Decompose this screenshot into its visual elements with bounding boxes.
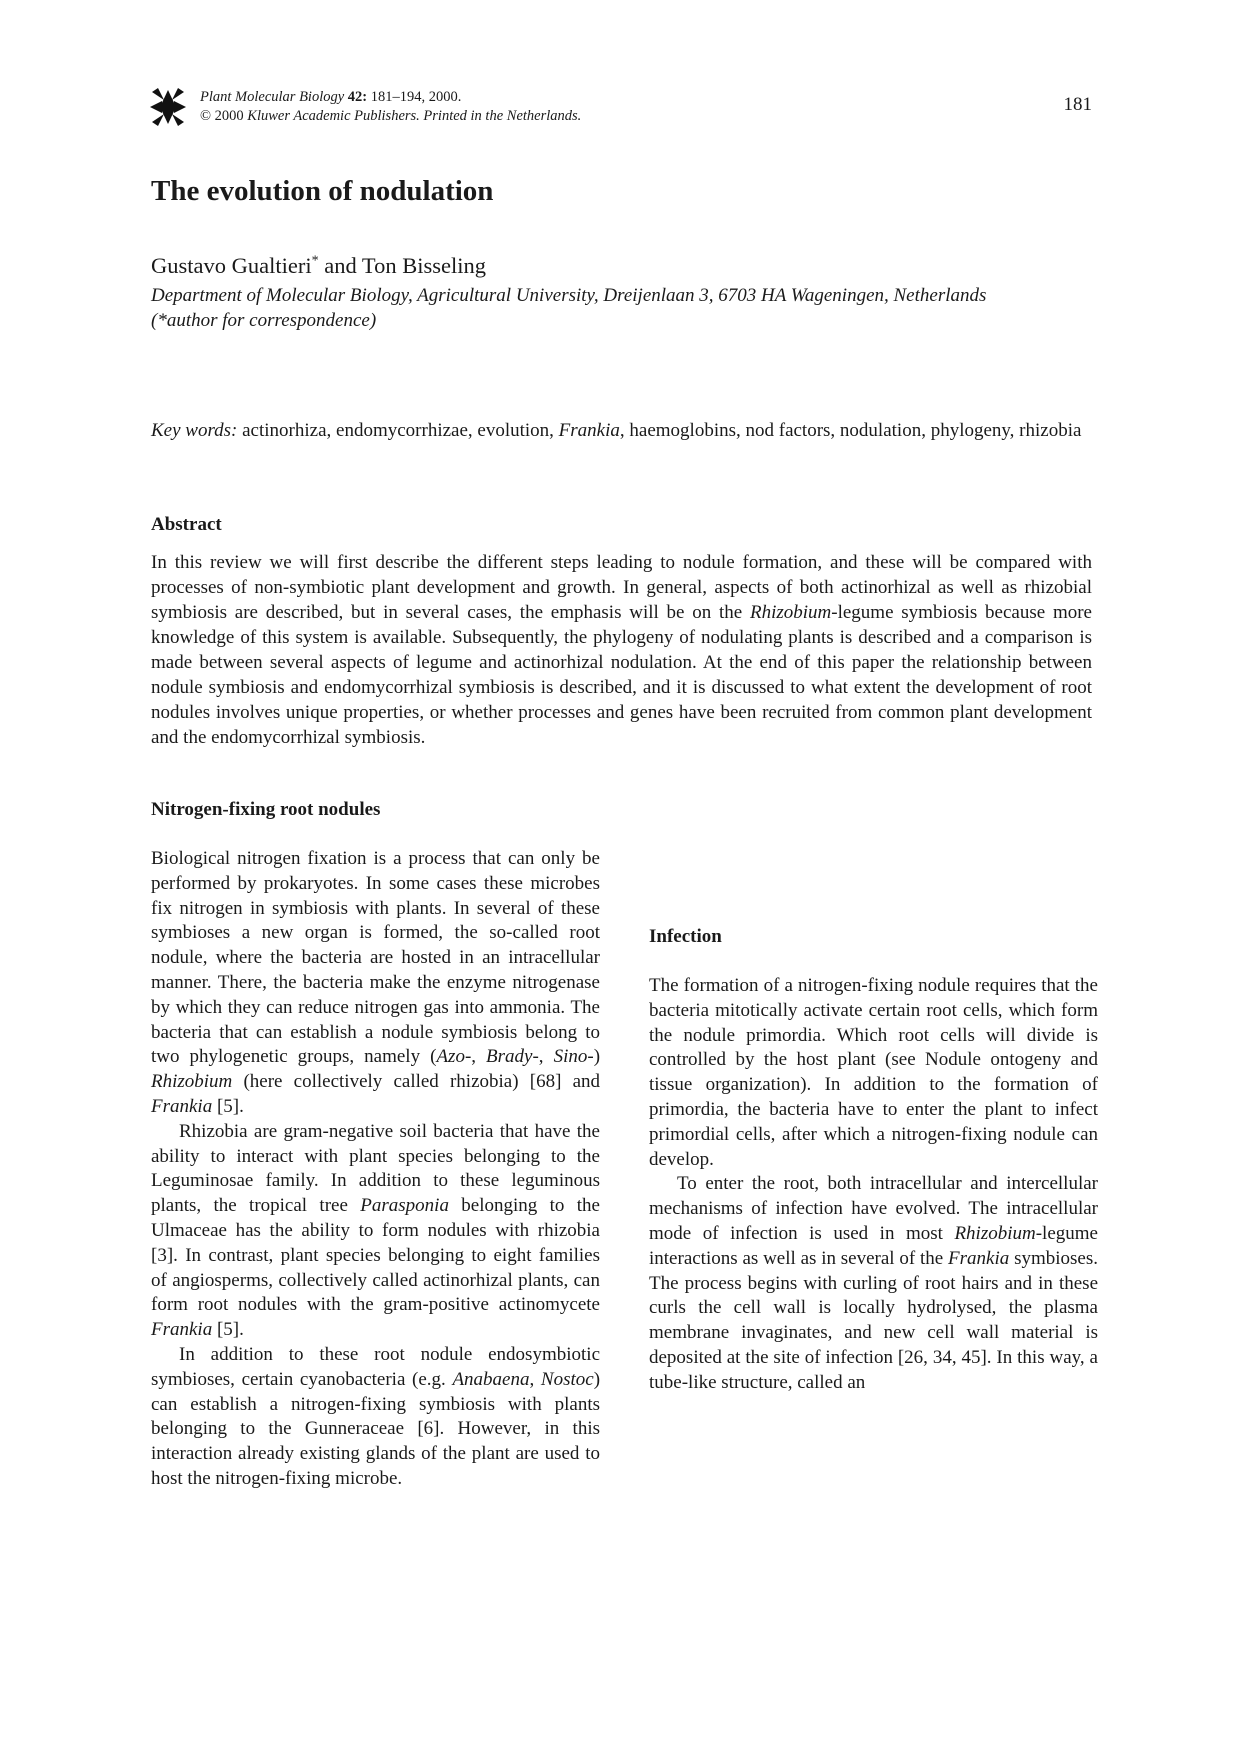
affiliation-block <box>151 283 1092 333</box>
genus: Brady <box>486 1046 533 1068</box>
text-segment: (here collectively called rhizobia) [68] and <box>232 1071 600 1093</box>
paragraph <box>649 1172 1098 1395</box>
text-segment: -, <box>464 1046 487 1068</box>
text-segment: symbioses. The process begins with curling of root hairs and in these curls the cell wall is locally hydrolysed, the plasma membrane invaginates, and new cell wall material is deposited at the site of infection [26, 34, 45]. In this way, a tube-like structure, called an <box>649 1247 1098 1393</box>
correspondence-note: (*author for correspondence) <box>151 310 377 331</box>
text-segment: -legume interactions as well as in several of the <box>649 1222 1098 1269</box>
left-column <box>151 797 600 1492</box>
publisher-logo-icon <box>150 86 186 128</box>
genus: Azo <box>436 1046 465 1068</box>
author-list <box>151 253 486 279</box>
keywords-text: actinorhiza, endomycorrhizae, evolution, <box>237 420 559 441</box>
right-column <box>649 797 1098 1396</box>
text-segment: ) can establish a nitrogen-fixing symbiosis with plants belonging to the Gunneraceae [6]. However, in this interaction already existing glands of the plant are used to host the nitrogen-fixing microbe. <box>151 1368 601 1489</box>
text-segment: In addition to these root nodule endosymbiotic symbioses, certain cyanobacteria (e.g. <box>151 1343 600 1390</box>
journal-name: Plant Molecular Biology <box>200 89 345 105</box>
copyright: © 2000 <box>200 108 244 124</box>
column-overflow-space <box>649 797 1098 924</box>
publisher-line: Kluwer Academic Publishers. Printed in the Netherlands. <box>247 108 582 124</box>
genus: Frankia <box>948 1247 1010 1269</box>
paragraph <box>151 1343 600 1492</box>
keywords <box>151 418 1092 443</box>
text-segment: , <box>529 1368 541 1390</box>
section-heading: Nitrogen-fixing root nodules <box>151 799 381 820</box>
page-number: 181 <box>1063 94 1092 115</box>
genus: Frankia <box>151 1095 213 1117</box>
text-segment: belonging to the Ulmaceae has the ability to form nodules with rhizobia [3]. In contrast, plant species belonging to eight families of angiosperms, collectively called actinorhizal plants, can form root nodules with the gram-positive actinomycete <box>151 1195 600 1316</box>
author-name: Gustavo Gualtieri <box>151 253 312 278</box>
journal-volume: 42: <box>347 89 368 105</box>
genus: Rhizobium <box>151 1071 233 1093</box>
genus: Sino <box>553 1046 588 1068</box>
genus: Rhizobium <box>954 1222 1036 1244</box>
abstract-genus: Rhizobium <box>749 602 832 623</box>
abstract-segment: In this review we will first describe the different steps leading to nodule formation, and these will be compared with processes of non-symbiotic plant development and growth. In general, aspects of both actinorhizal as well as rhizobial symbiosis are described, but in several cases, the emphasis will be on the <box>151 552 1092 623</box>
text-segment: To enter the root, both intracellular and intercellular mechanisms of infection have evolved. The intracellular mode of infection is used in most <box>649 1173 1098 1244</box>
text-segment: -, <box>532 1046 554 1068</box>
text-segment: Biological nitrogen fixation is a process that can only be performed by prokaryotes. In some cases these microbes fix nitrogen in symbiosis with plants. In several of these symbioses a new organ is formed, the so-called root nodule, where the bacteria are hosted in an intracellular manner. There, the bacteria make the enzyme nitrogenase by which they can reduce nitrogen gas into ammonia. The bacteria that can establish a nodule symbiosis belong to two phylogenetic groups, namely ( <box>151 848 600 1068</box>
text-segment: [5]. <box>212 1095 244 1117</box>
keywords-label: Key words: <box>151 420 238 441</box>
keyword-frankia: Frankia <box>558 420 620 441</box>
affiliation: Department of Molecular Biology, Agricultural University, Dreijenlaan 3, 6703 HA Wageningen, Netherlands <box>151 285 987 306</box>
journal-citation <box>200 88 581 126</box>
paragraph <box>151 1120 600 1343</box>
text-segment: -) <box>587 1046 601 1068</box>
paragraph: The formation of a nitrogen-fixing nodule requires that the bacteria mitotically activate certain root cells, which form the nodule primordia. Which root cells will divide is controlled by the host plant (see Nodule ontogeny and tissue organization). In addition to the formation of primordia, the bacteria have to enter the plant to infect primordial cells, after which a nitrogen-fixing nodule can develop. <box>649 975 1098 1170</box>
abstract-text <box>151 550 1092 750</box>
abstract-heading: Abstract <box>151 514 222 535</box>
article-title: The evolution of nodulation <box>151 175 494 207</box>
genus: Frankia <box>151 1319 213 1341</box>
genus: Nostoc <box>540 1368 594 1390</box>
keywords-text: , haemoglobins, nod factors, nodulation, phylogeny, rhizobia <box>619 420 1082 441</box>
journal-pages: 181–194, 2000. <box>370 89 462 105</box>
genus: Anabaena <box>452 1368 530 1390</box>
correspondence-mark: * <box>311 253 319 269</box>
paragraph <box>151 847 600 1120</box>
author-name: and Ton Bisseling <box>318 253 486 278</box>
genus: Parasponia <box>360 1195 449 1217</box>
section-heading: Infection <box>649 926 722 947</box>
text-segment: [5]. <box>212 1319 244 1341</box>
text-segment: Rhizobia are gram-negative soil bacteria that have the ability to interact with plant species belonging to the Leguminosae family. In addition to these leguminous plants, the tropical tree <box>151 1120 600 1217</box>
abstract-segment: -legume symbiosis because more knowledge of this system is available. Subsequently, the phylogeny of nodulating plants is described and a comparison is made between several aspects of legume and actinorhizal nodulation. At the end of this paper the relationship between nodule symbiosis and endomycorrhizal symbiosis is described, and it is discussed to what extent the development of root nodules involves unique properties, or whether processes and genes have been recruited from common plant development and the endomycorrhizal symbiosis. <box>151 602 1092 748</box>
